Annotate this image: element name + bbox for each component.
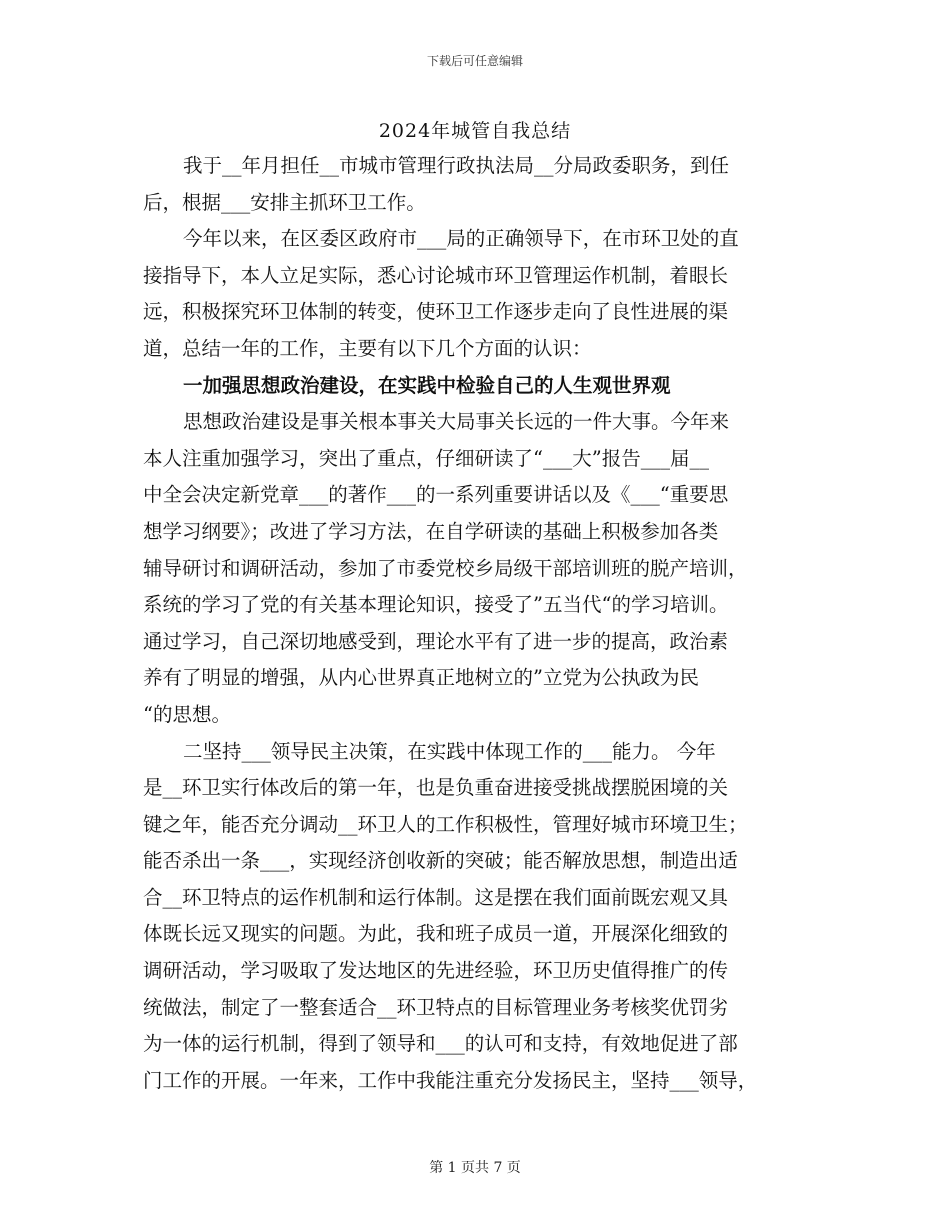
text-line: 辅导研讨和调研活动，参加了市委党校乡局级干部培训班的脱产培训，	[143, 556, 748, 580]
text-line: 想学习纲要》；改进了学习方法，在自学研读的基础上积极参加各类	[143, 519, 719, 543]
text-line: 远，积极探究环卫体制的转变，使环卫工作逐步走向了良性进展的渠	[143, 300, 729, 324]
text-line: 通过学习，自己深切地感受到，理论水平有了进一步的提高，政治素	[143, 629, 729, 653]
text-line: 本人注重加强学习，突出了重点，仔细研读了“___大”报告___届__	[143, 446, 709, 470]
text-line: 后，根据___安排主抓环卫工作。	[143, 190, 426, 214]
text-line: 我于__年月担任__市城市管理行政执法局__分局政委职务，到任	[183, 154, 730, 177]
section-heading: 一加强思想政治建设，在实践中检验自己的人生观世界观	[183, 373, 671, 397]
text-line: 是__环卫实行体改后的第一年，也是负重奋进接受挑战摆脱困境的关	[143, 776, 729, 800]
text-line: 合__环卫特点的运作机制和运行体制。这是摆在我们面前既宏观又具	[143, 885, 729, 909]
page-header: 下载后可任意编辑	[426, 54, 523, 68]
text-line: 今年以来，在区委区政府市___局的正确领导下，在市环卫处的直	[183, 227, 739, 251]
text-line: 二坚持___领导民主决策，在实践中体现工作的___能力。 今年	[183, 739, 716, 763]
text-line: 接指导下，本人立足实际，悉心讨论城市环卫管理运作机制，着眼长	[143, 263, 729, 287]
text-line: 道，总结一年的工作，主要有以下几个方面的认识：	[143, 336, 592, 360]
text-line: 为一体的运行机制，得到了领导和___的认可和支持，有效地促进了部	[143, 1032, 738, 1056]
document-body	[143, 148, 803, 1099]
document-title: 2024年城管自我总结	[378, 120, 572, 142]
text-line: 门工作的开展。一年来，工作中我能注重充分发扬民主，坚持___领导，	[143, 1068, 758, 1092]
text-line: 能否杀出一条___，实现经济创收新的突破；能否解放思想，制造出适	[143, 849, 738, 873]
text-line: “的思想。	[143, 702, 231, 726]
text-line: 养有了明显的增强，从内心世界真正地树立的”立党为公执政为民	[143, 666, 699, 690]
text-line: 体既长远又现实的问题。为此，我和班子成员一道，开展深化细致的	[143, 922, 729, 946]
text-line: 思想政治建设是事关根本事关大局事关长远的一件大事。今年来	[183, 410, 730, 434]
text-line: 调研活动，学习吸取了发达地区的先进经验，环卫历史值得推广的传	[143, 959, 729, 983]
text-line: 统做法，制定了一整套适合__环卫特点的目标管理业务考核奖优罚劣	[143, 995, 729, 1019]
text-line: 系统的学习了党的有关基本理论知识，接受了”五当代“的学习培训。	[143, 593, 729, 617]
page-footer: 第 1 页共 7 页	[429, 1160, 521, 1176]
text-line: 中全会决定新党章___的著作___的一系列重要讲话以及《___“重要思	[143, 483, 729, 507]
text-line: 键之年，能否充分调动__环卫人的工作积极性，管理好城市环境卫生；	[143, 812, 748, 836]
